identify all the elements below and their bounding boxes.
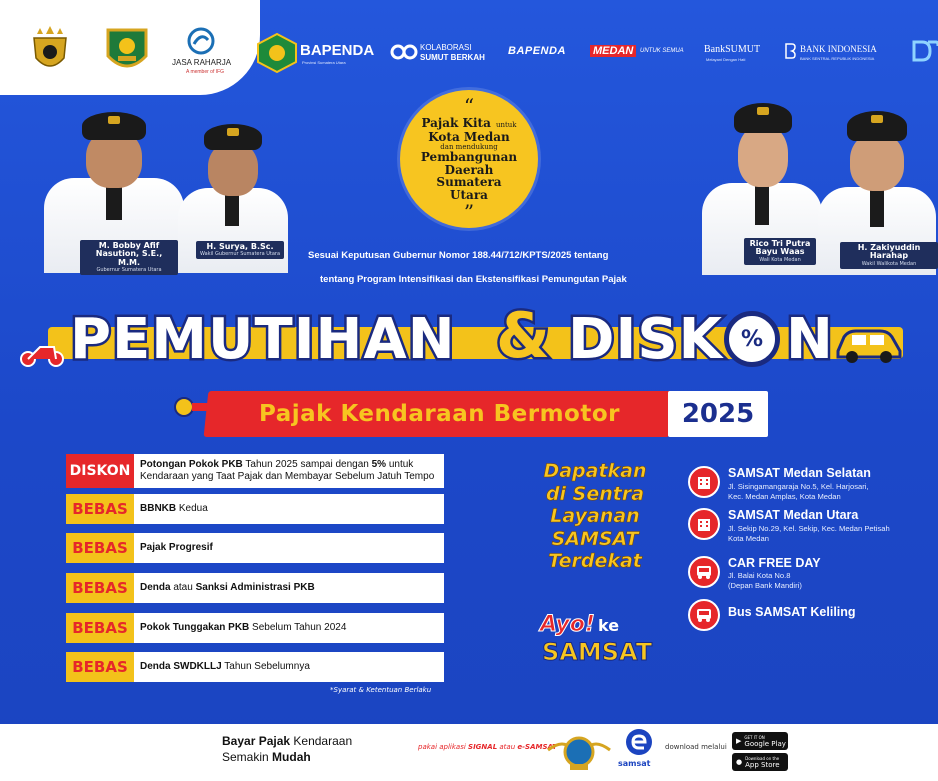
cta-line-5: Terdekat — [548, 550, 642, 572]
jasa-raharja-logo-icon — [186, 26, 216, 56]
google-play-small: GET IT ON — [744, 734, 765, 740]
benefit-tag: BEBAS — [66, 652, 134, 682]
benefit-text-1: Tahun 2025 sampai dengan — [242, 459, 372, 470]
subtitle-year: 2025 — [668, 391, 768, 437]
benefit-bold-2: 5% — [371, 459, 387, 470]
footer-text-1: Kendaraan — [290, 734, 353, 748]
benefit-bold-1: Denda — [140, 582, 171, 593]
bapenda-label: BAPENDA — [300, 42, 375, 59]
location-address-1: Jl. Sisingamangaraja No.5, Kel. Harjosari, — [728, 482, 869, 491]
headline-word-n: N — [786, 307, 834, 372]
benefit-text-1: Tahun Sebelumnya — [221, 661, 310, 672]
cta-line-2: di Sentra — [545, 482, 645, 505]
bus-icon — [688, 556, 720, 588]
benefit-row-diskon — [66, 454, 444, 488]
benefit-tag: BEBAS — [66, 494, 134, 524]
benefit-tag: BEBAS — [66, 613, 134, 643]
location-address-2: Kec. Medan Amplas, Kota Medan — [728, 492, 841, 501]
quote-line-6: Sumatera — [436, 175, 502, 190]
medan-city-logo-icon — [256, 32, 298, 74]
mayor-name: Rico Tri Putra Bayu Waas — [749, 239, 811, 257]
location-title: SAMSAT Medan Selatan — [728, 466, 871, 480]
benefit-row-progresif — [66, 533, 444, 563]
google-play-label: Google Play — [744, 739, 786, 748]
benefit-text-2: untuk — [386, 459, 414, 470]
benefit-description — [134, 622, 346, 634]
vice-mayor-name: H. Zakiyuddin Harahap — [857, 243, 921, 261]
esamsat-logo-label: samsat — [618, 759, 651, 768]
building-icon — [688, 466, 720, 498]
benefit-row-tunggakan — [66, 613, 444, 643]
location-title: CAR FREE DAY — [728, 556, 821, 570]
nameplate-mayor — [744, 238, 816, 265]
percent-badge-icon — [724, 311, 780, 367]
benefit-bold-1: Pajak Progresif — [140, 542, 213, 553]
benefit-text-1: Sebelum Tahun 2024 — [249, 622, 347, 633]
benefit-bold-1: BBNKB — [140, 503, 177, 514]
app-store-label: App Store — [745, 760, 780, 769]
terms-note: *Syarat & Ketentuan Berlaku — [330, 686, 432, 694]
google-play-text — [744, 735, 786, 748]
quote-line-7: Utara — [450, 188, 488, 203]
location-address-1: Jl. Sekip No.29, Kel. Sekip, Kec. Medan Petisah — [728, 524, 890, 533]
quote-line-5: Daerah — [444, 162, 494, 177]
headline-word-pemutihan: PEMUTIHAN — [70, 307, 456, 372]
benefit-description — [134, 459, 434, 483]
benefit-bold-1: Denda SWDKLLJ — [140, 661, 222, 672]
esamsat-app-logo-icon — [624, 727, 654, 761]
decree-line-2: tentang Program Intensifikasi dan Ekstensifikasi Pemungutan Pajak — [320, 274, 627, 285]
decree-line-1: Sesuai Keputusan Gubernur Nomor 188.44/712/KPTS/2025 tentang — [308, 250, 609, 261]
quote-line-2: Kota Medan — [428, 130, 510, 145]
app-store-button[interactable] — [732, 753, 788, 771]
headline-word-disk: DISK — [568, 307, 724, 372]
governor-title: Gubernur Sumatera Utara — [96, 267, 162, 274]
banksumut-sublabel: Melayani Dengan Hati — [706, 57, 746, 62]
quote-line-1: Pajak Kita — [421, 116, 491, 131]
footer-slogan — [222, 733, 352, 765]
police-logo-icon — [26, 24, 74, 76]
footer-apps-text — [418, 743, 557, 751]
vice-governor-name: H. Surya, B.Sc. — [206, 242, 274, 251]
percent-badge-label: % — [740, 326, 764, 352]
kolaborasi-label-2: SUMUT BERKAH — [420, 53, 485, 62]
sumut-province-logo-icon — [104, 26, 150, 76]
benefit-description — [134, 503, 208, 515]
kolaborasi-logo-icon — [390, 44, 418, 60]
bapenda-medan-label: BAPENDA — [508, 45, 566, 57]
benefit-bold-1: Pokok Tunggakan PKB — [140, 622, 250, 633]
close-quote-icon: ” — [463, 199, 475, 224]
quote-line-3: dan mendukung — [440, 142, 498, 151]
headline-ampersand: & — [496, 299, 552, 372]
ayo-ke-samsat — [540, 612, 653, 682]
benefit-row-denda — [66, 573, 444, 603]
app-store-text — [745, 756, 779, 769]
benefit-row-swdkllj — [66, 652, 444, 682]
quote-line-4: Pembangunan — [420, 150, 518, 165]
building-icon — [688, 508, 720, 540]
google-play-button[interactable] — [732, 732, 788, 750]
location-address-1: Jl. Balai Kota No.8 — [728, 571, 791, 580]
footer-bold-1: Bayar Pajak — [222, 734, 291, 748]
location-address-2: Kota Medan — [728, 534, 769, 543]
benefit-bold-2: Sanksi Administrasi PKB — [195, 582, 315, 593]
location-address-2: (Depan Bank Mandiri) — [728, 581, 802, 590]
benefit-tag: BEBAS — [66, 533, 134, 563]
jasa-raharja-sublabel: A member of IFG — [186, 69, 225, 75]
benefit-description — [134, 582, 315, 594]
benefit-tag: BEBAS — [66, 573, 134, 603]
open-quote-icon: “ — [463, 94, 475, 119]
kolaborasi-label-1: KOLABORASI — [420, 43, 472, 52]
quote-circle — [400, 90, 538, 228]
benefit-description — [134, 542, 213, 554]
bank-indonesia-label: BANK INDONESIA — [800, 44, 877, 54]
download-label: download melalui — [665, 743, 727, 751]
location-title: SAMSAT Medan Utara — [728, 508, 859, 522]
governor-name: M. Bobby Afif Nasution, S.E., M.M. — [95, 241, 163, 267]
medan-sublabel: UNTUK SEMUA — [640, 48, 684, 54]
footer-esamsat: e-SAMSAT — [517, 743, 558, 751]
partner-logo-partial-icon — [912, 40, 938, 62]
ayo-label: Ayo! — [540, 612, 595, 637]
location-title: Bus SAMSAT Keliling — [728, 605, 856, 619]
benefit-bold-1: Potongan Pokok PKB — [140, 459, 243, 470]
logo-strip — [0, 0, 938, 95]
vice-mayor-title: Wakil Walikota Medan — [861, 260, 917, 267]
subtitle-banner — [204, 391, 675, 437]
ke-label: ke — [598, 616, 620, 635]
samsat-label: SAMSAT — [542, 638, 653, 666]
benefit-text-1: atau — [170, 582, 196, 593]
benefit-description — [134, 661, 310, 673]
jasa-raharja-label: JASA RAHARJA — [172, 58, 232, 67]
bank-indonesia-sublabel: BANK SENTRAL REPUBLIK INDONESIA — [800, 56, 875, 61]
bus-icon — [688, 599, 720, 631]
benefit-row-bbnkb — [66, 494, 444, 524]
headline — [48, 299, 908, 377]
cta-line-3: Layanan — [550, 505, 640, 527]
motorcycle-icon — [18, 337, 66, 371]
benefit-tag: DISKON — [66, 454, 134, 488]
app-store-small: Download on the — [745, 755, 780, 761]
cta-block — [530, 460, 660, 573]
bapenda-sublabel: Provinsi Sumatera Utara — [302, 60, 346, 65]
bank-indonesia-logo-icon — [784, 42, 796, 60]
medan-label: MEDAN — [590, 45, 636, 57]
nameplate-vice-mayor — [840, 242, 938, 269]
benefit-line-2: Kendaraan yang Taat Pajak dan Membayar Sebelum Jatuh Tempo — [140, 471, 435, 482]
nameplate-governor — [80, 240, 178, 275]
banksumut-label: BankSUMUT — [704, 44, 761, 55]
quote-line-1b: untuk — [495, 121, 517, 130]
cta-line-1: Dapatkan — [543, 460, 647, 482]
cta-line-4: SAMSAT — [551, 527, 639, 550]
google-play-icon: ▶ — [736, 737, 742, 745]
footer-text-2: Semakin — [222, 750, 273, 764]
subtitle-text: Pajak Kendaraan Bermotor — [258, 401, 620, 427]
signal-app-logo-icon — [546, 730, 612, 778]
nameplate-vice-governor — [196, 241, 284, 259]
car-icon — [834, 321, 904, 369]
benefit-text-1: Kedua — [176, 503, 208, 514]
footer-apps-pre: pakai aplikasi — [418, 743, 469, 751]
footer-bold-2: Mudah — [272, 750, 311, 764]
vice-governor-title: Wakil Gubernur Sumatera Utara — [200, 251, 281, 258]
apple-icon: ● — [736, 758, 743, 766]
footer-apps-mid: atau — [497, 743, 518, 751]
mayor-title: Wali Kota Medan — [759, 256, 801, 263]
footer-bar — [0, 724, 938, 781]
footer-signal: SIGNAL — [468, 743, 498, 751]
